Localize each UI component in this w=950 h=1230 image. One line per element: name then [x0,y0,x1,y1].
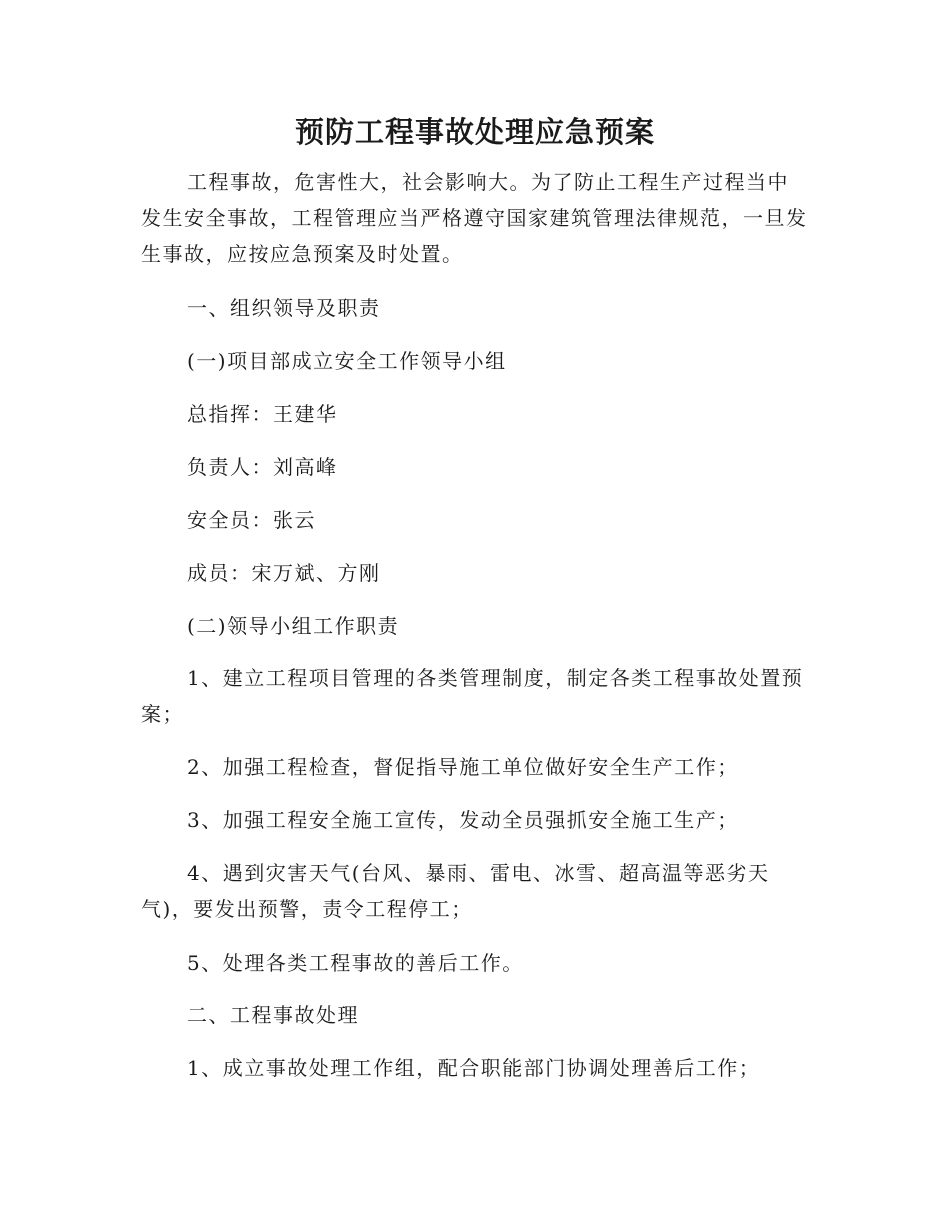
duty-item-4: 4、遇到灾害天气(台风、暴雨、雷电、冰雪、超高温等恶劣天气)，要发出预警，责令工程停工； [141,861,770,921]
intro-paragraph: 工程事故，危害性大，社会影响大。为了防止工程生产过程当中发生安全事故，工程管理应当严格遵守国家建筑管理法律规范，一旦发生事故，应按应急预案及时处置。 [141,170,808,266]
responsible-person-line: 负责人：刘高峰 [187,455,338,479]
section-heading-organization: 一、组织领导及职责 [187,296,381,320]
section-heading-accident-handling: 二、工程事故处理 [187,1003,359,1027]
duty-item-1: 1、建立工程项目管理的各类管理制度，制定各类工程事故处置预案； [141,666,804,726]
duty-item-2: 2、加强工程检查，督促指导施工单位做好安全生产工作； [187,755,739,779]
subsection-heading-duties: (二)领导小组工作职责 [187,614,400,638]
commander-line: 总指挥：王建华 [187,402,338,426]
document-title: 预防工程事故处理应急预案 [294,115,655,149]
safety-officer-line: 安全员：张云 [187,508,316,532]
members-line: 成员：宋万斌、方刚 [187,561,381,585]
handling-item-1: 1、成立事故处理工作组，配合职能部门协调处理善后工作； [187,1056,761,1080]
duty-item-3: 3、加强工程安全施工宣传，发动全员强抓安全施工生产； [187,808,739,832]
duty-item-5: 5、处理各类工程事故的善后工作。 [187,951,524,975]
subsection-heading-leadership-group: (一)项目部成立安全工作领导小组 [187,349,507,373]
